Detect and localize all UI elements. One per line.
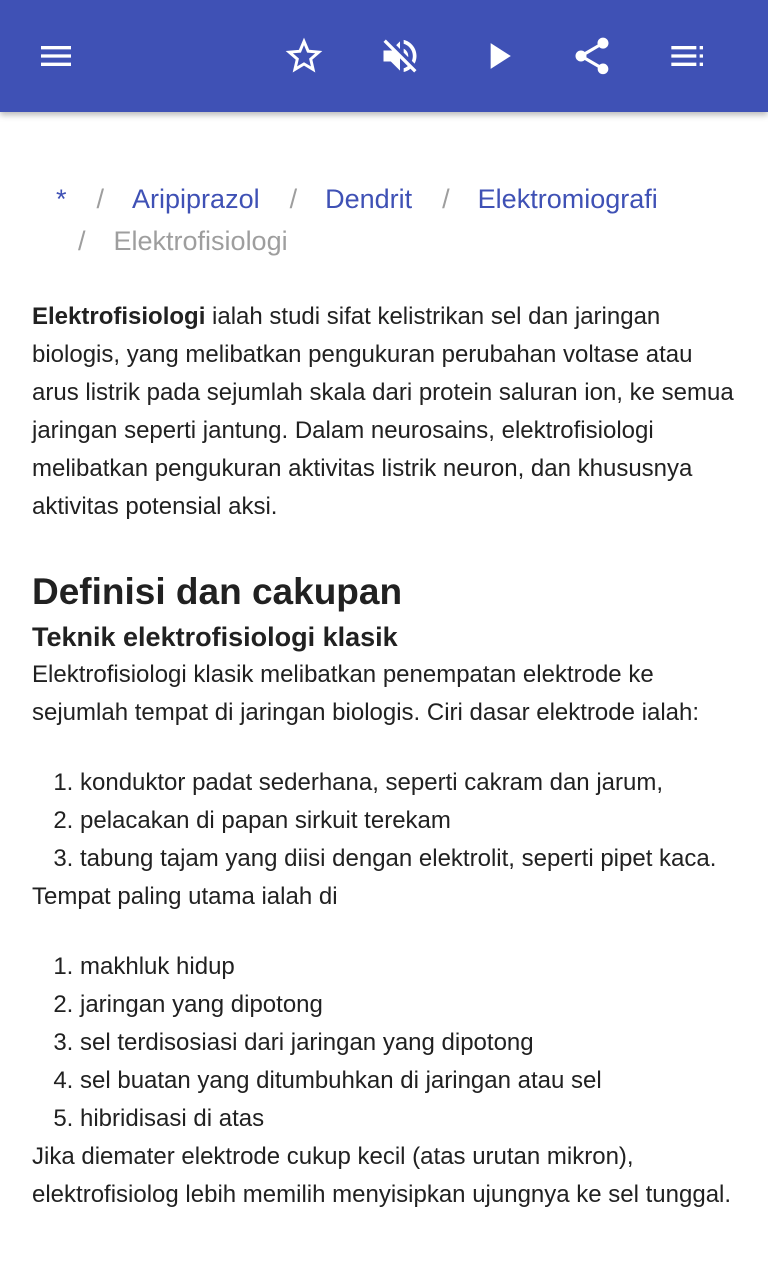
share-icon [570, 34, 614, 78]
mute-button[interactable] [372, 28, 428, 84]
breadcrumb-link-dendrit[interactable]: Dendrit [325, 184, 413, 214]
menu-icon [36, 36, 76, 76]
breadcrumb-current: Elektrofisiologi [113, 226, 288, 256]
article-content [0, 112, 768, 1280]
list-item: 2. pelacakan di papan sirkuit terekam [80, 802, 736, 840]
menu-button[interactable] [28, 28, 84, 84]
breadcrumb-link-elektromiografi[interactable]: Elektromiografi [477, 184, 658, 214]
intro-term: Elektrofisiologi [32, 303, 206, 330]
list-item: 3. sel terdisosiasi dari jaringan yang dipotong [80, 1024, 736, 1062]
playlist-icon [668, 36, 708, 76]
list-item: 3. tabung tajam yang diisi dengan elektrolit, seperti pipet kaca. [80, 840, 736, 878]
breadcrumb-separator: / [78, 226, 86, 256]
app-toolbar [0, 0, 768, 112]
contents-button[interactable] [660, 28, 716, 84]
bookmark-button[interactable] [276, 28, 332, 84]
breadcrumb-link-home[interactable]: * [56, 184, 67, 214]
section-heading: Definisi dan cakupan [32, 571, 403, 612]
star-outline-icon [282, 34, 326, 78]
subsection-heading: Teknik elektrofisiologi klasik [32, 622, 398, 652]
places-list [32, 948, 736, 1138]
article-body [32, 298, 736, 1214]
intro-paragraph [32, 298, 736, 526]
list-item: 2. jaringan yang dipotong [80, 986, 736, 1024]
electrode-list [32, 764, 736, 878]
paragraph-places-intro: Tempat paling utama ialah di [32, 883, 338, 910]
intro-text: ialah studi sifat kelistrikan sel dan jaringan biologis, yang melibatkan pengukuran perubahan voltase atau arus listrik pada sejumlah skala dari protein saluran ion, ke semua jaringan seperti jantung. Dalam neurosains, elektrofisiologi melibatkan pengukuran aktivitas listrik neuron, dan khususnya aktivitas potensial aksi. [32, 303, 734, 520]
breadcrumb-separator: / [442, 184, 450, 214]
list-item: 4. sel buatan yang ditumbuhkan di jaringan atau sel [80, 1062, 736, 1100]
share-button[interactable] [564, 28, 620, 84]
list-item: 5. hibridisasi di atas [80, 1100, 736, 1138]
paragraph-electrode-intro: Elektrofisiologi klasik melibatkan penempatan elektrode ke sejumlah tempat di jaringan biologis. Ciri dasar elektrode ialah: [32, 661, 700, 726]
paragraph-electrode-size: Jika diemater elektrode cukup kecil (atas urutan mikron), elektrofisiolog lebih memilih menyisipkan ujungnya ke sel tunggal. [32, 1143, 732, 1208]
list-item: 1. makhluk hidup [80, 948, 736, 986]
breadcrumb-separator: / [289, 184, 298, 214]
breadcrumb-link-aripiprazol[interactable]: Aripiprazol [132, 184, 260, 214]
list-item: 1. konduktor padat sederhana, seperti cakram dan jarum, [80, 764, 736, 802]
volume-off-icon [378, 34, 422, 78]
play-button[interactable] [470, 28, 526, 84]
play-icon [476, 34, 520, 78]
breadcrumb-separator: / [96, 184, 105, 214]
breadcrumb [56, 178, 716, 262]
